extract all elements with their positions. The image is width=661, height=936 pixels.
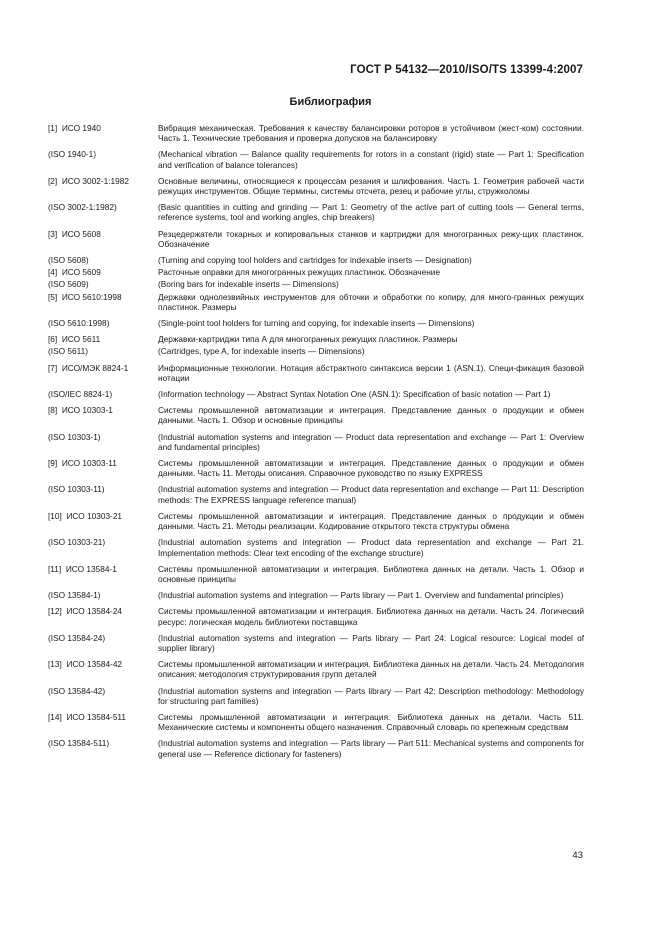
bib-entry bbox=[48, 686, 584, 706]
bib-reference: [10] ИСО 10303-21 bbox=[48, 510, 123, 521]
bibliography-title: Библиография bbox=[289, 96, 372, 108]
bib-reference: (ISO/IEC 8824-1) bbox=[48, 389, 113, 400]
bib-entry bbox=[48, 255, 584, 265]
bib-entry bbox=[48, 389, 584, 399]
bib-reference: (ISO 5611) bbox=[48, 346, 88, 357]
bib-text: Державки-картриджи типа А для многогранных режущих пластинок. Размеры bbox=[158, 334, 458, 345]
bib-text: (Industrial automation systems and integration — Parts library — Part 42: Description methodology: Methodology for structuring part families) bbox=[158, 685, 584, 706]
bib-entry bbox=[48, 363, 584, 383]
bib-reference: (ISO 3002-1:1982) bbox=[48, 202, 117, 213]
bib-text: Системы промышленной автоматизации и интеграция. Представление данных о продукции и обмен данными. Часть 21. Методы реализации. Кодирование открытого текста структуры обмена bbox=[158, 510, 584, 532]
bib-entry bbox=[48, 484, 584, 504]
bib-reference: [8] ИСО 10303-1 bbox=[48, 405, 113, 416]
bibliography-list bbox=[48, 123, 584, 759]
bib-entry bbox=[48, 633, 584, 653]
bib-text: Державки однолезвийных инструментов для обточки и обработки по копиру, для много-гранных режущих пластинок. Размеры bbox=[158, 291, 584, 312]
bib-entry bbox=[48, 267, 584, 277]
bib-text: (Basic quantities in cutting and grinding — Part 1: Geometry of the active part of cutting tools — General terms, reference systems, tool and working angles, chip breakers) bbox=[158, 202, 584, 223]
bib-text: (Industrial automation systems and integration — Product data representation and exchange — Part 1: Overview and fundamental principles) bbox=[158, 431, 584, 452]
bib-text: Системы промышленной автоматизации и интеграция. Представление данных о продукции и обмен данными. Часть 11. Методы описания. Справочное руководство по языку EXPRESS bbox=[158, 458, 584, 479]
bib-entry bbox=[48, 590, 584, 600]
page-number: 43 bbox=[572, 850, 583, 861]
bib-reference: [14] ИСО 13584-511 bbox=[48, 711, 127, 722]
bib-entry bbox=[48, 279, 584, 289]
bib-reference: [4] ИСО 5609 bbox=[48, 267, 101, 278]
bib-entry bbox=[48, 346, 584, 356]
bib-text: (Turning and copying tool holders and cartridges for indexable inserts — Designation) bbox=[158, 255, 472, 266]
bib-text: (Single-point tool holders for turning and copying, for indexable inserts — Dimensions) bbox=[158, 318, 475, 329]
bib-reference: [11] ИСО 13584-1 bbox=[48, 563, 117, 574]
bib-text: Резцедержатели токарных и копировальных станков и картриджи для многогранных режу-щих пластинок. Обозначение bbox=[158, 228, 584, 249]
bib-entry bbox=[48, 202, 584, 222]
bib-reference: [13] ИСО 13584-42 bbox=[48, 659, 123, 670]
bib-entry bbox=[48, 292, 584, 312]
bib-entry bbox=[48, 432, 584, 452]
bib-reference: [7] ИСО/МЭК 8824-1 bbox=[48, 362, 129, 373]
bib-text: Системы промышленной автоматизации и интеграция. Библиотека данных на детали. Часть 24. Методология описания: методология структурирования групп деталей bbox=[158, 659, 584, 680]
bib-reference: (ISO 5610:1998) bbox=[48, 318, 110, 329]
bib-entry bbox=[48, 318, 584, 328]
bib-text: (Industrial automation systems and integration — Parts library — Part 1. Overview and fundamental principles) bbox=[158, 590, 564, 601]
bib-entry bbox=[48, 712, 584, 732]
bib-entry bbox=[48, 606, 584, 626]
bib-reference: (ISO 13584-1) bbox=[48, 590, 101, 601]
bib-entry bbox=[48, 123, 584, 143]
bib-reference: (ISO 13584-511) bbox=[48, 738, 110, 749]
page-header-standard: ГОСТ Р 54132—2010/ISO/TS 13399-4:2007 bbox=[350, 64, 583, 76]
bib-entry bbox=[48, 511, 584, 531]
bib-reference: (ISO 10303-21) bbox=[48, 537, 106, 548]
bib-entry bbox=[48, 458, 584, 478]
bib-reference: [12] ИСО 13584-24 bbox=[48, 606, 123, 617]
bib-text: (Cartridges, type A, for indexable inserts — Dimensions) bbox=[158, 346, 365, 357]
bib-reference: (ISO 5609) bbox=[48, 279, 89, 290]
bib-text: (Boring bars for indexable inserts — Dimensions) bbox=[158, 279, 339, 290]
bib-reference: (ISO 10303-1) bbox=[48, 431, 101, 442]
bib-entry bbox=[48, 738, 584, 758]
bib-entry bbox=[48, 537, 584, 557]
bib-reference: (ISO 1940-1) bbox=[48, 149, 96, 160]
bib-text: (Industrial automation systems and integration — Parts library — Part 511: Mechanical systems and components for general use — Reference dictionary for fasteners) bbox=[158, 738, 584, 759]
bib-text: (Industrial automation systems and integration — Product data representation and exchange — Part 21. Implementation methods: Clear text encoding of the exchange structure) bbox=[158, 537, 584, 558]
bib-text: (Mechanical vibration — Balance quality requirements for rotors in a constant (rigid) state — Part 1: Specification and verification of balance tolerances) bbox=[158, 149, 584, 170]
bib-reference: [9] ИСО 10303-11 bbox=[48, 458, 117, 469]
bib-text: (Industrial automation systems and integration — Product data representation and exchange — Part 11: Description methods: The EXPRESS language reference manual) bbox=[158, 484, 584, 505]
bib-entry bbox=[48, 659, 584, 679]
bib-text: Системы промышленной автоматизации и интеграция. Библиотека данных на детали. Часть 24. Логический ресурс: логическая модель библиотеки поставщика bbox=[158, 606, 584, 627]
bib-entry bbox=[48, 176, 584, 196]
bib-reference: (ISO 13584-24) bbox=[48, 632, 106, 643]
bib-entry bbox=[48, 405, 584, 425]
bib-text: Системы промышленной автоматизации и интеграция. Библиотека данных на детали. Часть 1. Обзор и основные принципы bbox=[158, 563, 584, 584]
bib-text: Расточные оправки для многогранных режущих пластинок. Обозначение bbox=[158, 267, 441, 278]
bib-reference: (ISO 5608) bbox=[48, 255, 89, 266]
bib-entry bbox=[48, 334, 584, 344]
bib-entry bbox=[48, 229, 584, 249]
bib-reference: [3] ИСО 5608 bbox=[48, 228, 101, 239]
bib-reference: [6] ИСО 5611 bbox=[48, 334, 101, 345]
bib-entry bbox=[48, 564, 584, 584]
bib-text: Системы промышленной автоматизации и интеграция. Представление данных о продукции и обмен данными. Часть 1. Обзор и основные принципы bbox=[158, 405, 584, 426]
bib-text: Системы промышленной автоматизации и интеграция. Библиотека данных на детали. Часть 511. Механические системы и компоненты общего назначения. Справочный словарь по крепежным средствам bbox=[158, 711, 584, 733]
bib-text: (Information technology — Abstract Syntax Notation One (ASN.1): Specification of basic notation — Part 1) bbox=[158, 389, 551, 400]
bib-reference: [5] ИСО 5610:1998 bbox=[48, 291, 122, 302]
bib-text: Информационные технологии. Нотация абстрактного синтаксиса версии 1 (ASN.1). Специ-фикация базовой нотации bbox=[158, 362, 584, 383]
bib-text: Основные величины, относящиеся к процессам резания и шлифования. Часть 1. Геометрия рабочей части режущих инструментов. Общие термины, системы отсчета, резец и рабочие углы, стружколомы bbox=[158, 175, 584, 197]
bib-reference: [2] ИСО 3002-1:1982 bbox=[48, 175, 129, 186]
bib-text: Вибрация механическая. Требования к качеству балансировки роторов в устойчивом (жест-ком) состоянии. Часть 1. Технические требования и проверка допусков на балансировку bbox=[158, 123, 584, 144]
bib-reference: (ISO 10303-11) bbox=[48, 484, 105, 495]
bib-reference: (ISO 13584-42) bbox=[48, 685, 106, 696]
bib-reference: [1] ИСО 1940 bbox=[48, 123, 101, 133]
bib-text: (Industrial automation systems and integration — Parts library — Part 24: Logical resource: Logical model of supplier library) bbox=[158, 632, 584, 653]
bib-entry bbox=[48, 149, 584, 169]
